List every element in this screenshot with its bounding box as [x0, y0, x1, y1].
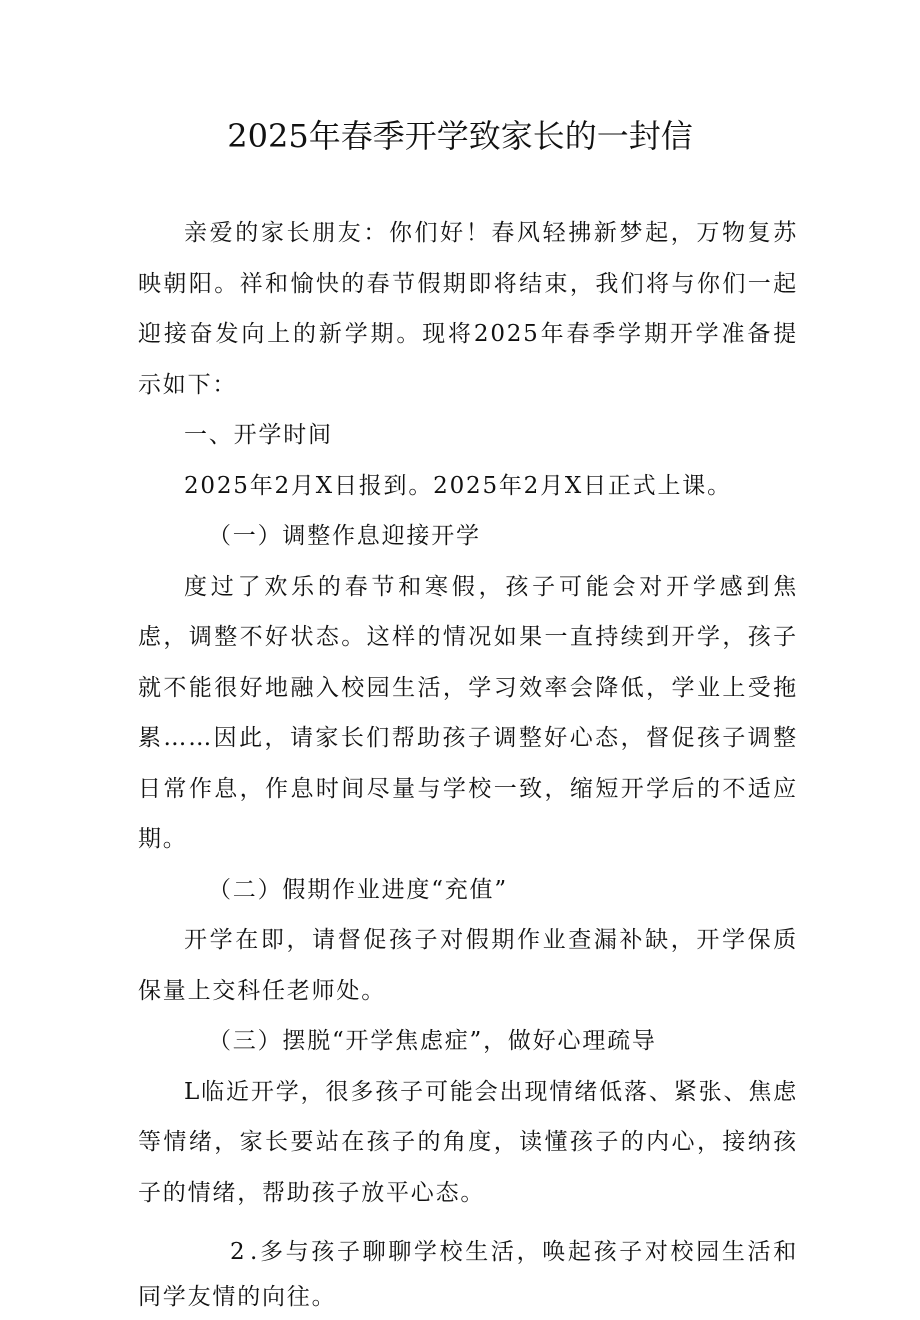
document-title: 2025年春季开学致家长的一封信 [227, 117, 693, 155]
subheading-anxiety: （三）摆脱“开学焦虑症”，做好心理疏导 [208, 1028, 657, 1054]
greeting-paragraph: 亲爱的家长朋友：你们好！春风轻拂新梦起，万物复苏映朝阳。祥和愉快的春节假期即将结束，我们将与你们一起迎接奋发向上的新学期。现将2025年春季学期开学准备提示如下： [138, 220, 798, 398]
subheading-adjust-schedule: （一）调整作息迎接开学 [208, 523, 481, 549]
document-body [138, 208, 798, 1320]
adjust-schedule-paragraph: 度过了欢乐的春节和寒假，孩子可能会对开学感到焦虑，调整不好状态。这样的情况如果一直持续到开学，孩子就不能很好地融入校园生活，学习效率会降低，学业上受拖累……因此，请家长们帮助孩子调整好心态，督促孩子调整日常作息，作息时间尽量与学校一致，缩短开学后的不适应期。 [138, 573, 798, 852]
anxiety-paragraph: L临近开学，很多孩子可能会出现情绪低落、紧张、焦虑等情绪，家长要站在孩子的角度，读懂孩子的内心，接纳孩子的情绪，帮助孩子放平心态。 [138, 1078, 798, 1206]
list-item-text: .多与孩子聊聊学校生活，唤起孩子对校园生活和同学友情的向往。 [138, 1239, 798, 1310]
section-heading-opening-time: 一、开学时间 [184, 422, 333, 448]
subheading-homework: （二）假期作业进度“充值” [208, 876, 508, 903]
opening-dates-paragraph: 2025年2月X日报到。2025年2月X日正式上课。 [184, 472, 732, 499]
list-item-2 [138, 1230, 798, 1320]
list-item-number: 2 [230, 1239, 247, 1265]
homework-paragraph: 开学在即，请督促孩子对假期作业查漏补缺，开学保质保量上交科任老师处。 [138, 927, 798, 1004]
